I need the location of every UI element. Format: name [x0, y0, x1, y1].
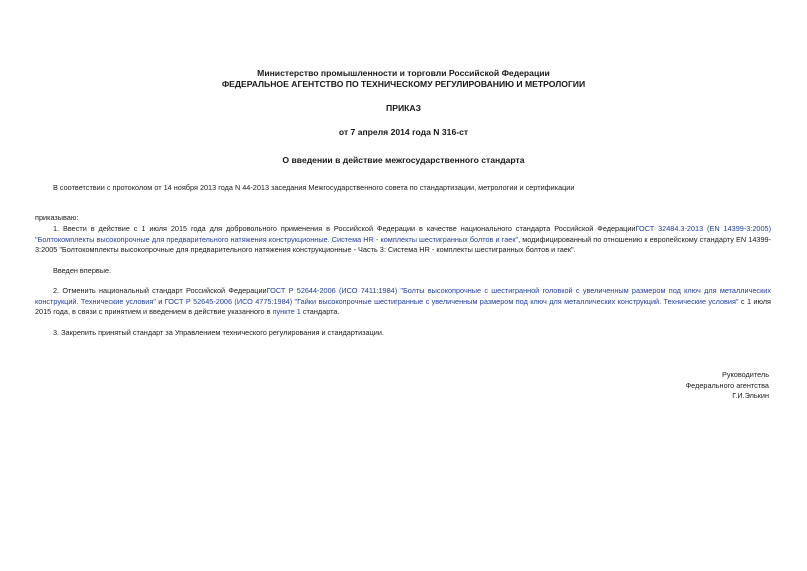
- item-2-paragraph: [35, 286, 771, 318]
- gost-r-52644-link[interactable]: ГОСТ Р 52644-2006 (ИСО 7411:1984) "Болты высокопрочные с шестигранной головкой с увеличенным размером под ключ для металлических конструкций. Технические условия": [35, 286, 771, 306]
- signature-position: Руководитель: [721, 370, 769, 379]
- item-2-text-after: с 1 июля 2015 года, в связи с принятием и введением в действие указанного в: [35, 296, 771, 317]
- gost-32484-link[interactable]: ГОСТ 32484.3-2013 (EN 14399-3:2005) "Болтокомплекты высокопрочные для предварительного натяжения конструкционные. Система HR - комплекты шестигранных болтов и гаек": [35, 224, 771, 244]
- item-3-paragraph: 3. Закрепить принятый стандарт за Управлением технического регулирования и стандартизации.: [53, 328, 384, 337]
- item-1-paragraph: [35, 224, 771, 256]
- item-2-text-middle: и: [155, 296, 165, 306]
- document-title: О введении в действие межгосударственного стандарта: [282, 155, 525, 165]
- signature-org: Федерального агентства: [685, 380, 769, 390]
- item-1-text: 1. Ввести в действие с 1 июля 2015 года для добровольного применения в Российской Федерации в качестве национального стандарта Российской Федерации: [53, 224, 636, 233]
- intro-first-note: Введен впервые.: [53, 266, 112, 275]
- item-1-text-after: , модифицированный по отношению к европейскому стандарту EN 14399-3:2005 "Болтокомплекты высокопрочные для предварительного натяжения конструкционные - Часть 3: Система HR - комплекты шестигранных болтов и гаек".: [35, 234, 772, 255]
- item-2-text: 2. Отменить национальный стандарт Российской Федерации: [53, 286, 267, 295]
- signature-block: [686, 370, 769, 402]
- signature-name: Г.И.Элькин: [732, 391, 769, 401]
- agency-name: ФЕДЕРАЛЬНОЕ АГЕНТСТВО ПО ТЕХНИЧЕСКОМУ РЕГУЛИРОВАНИЮ И МЕТРОЛОГИИ: [221, 79, 586, 89]
- protocol-paragraph: В соответствии с протоколом от 14 ноября 2013 года N 44-2013 заседания Межгосударственного совета по стандартизации, метрологии и сертификации: [53, 183, 575, 192]
- order-word: приказываю:: [35, 213, 79, 222]
- document-date-number: от 7 апреля 2014 года N 316-ст: [338, 127, 469, 137]
- gost-r-52645-link[interactable]: ГОСТ Р 52645-2006 (ИСО 4775:1984) "Гайки высокопрочные шестигранные с увеличенным размером под ключ для металлических конструкций. Технические условия": [164, 296, 739, 306]
- item-2-text-end: стандарта.: [300, 307, 340, 317]
- ministry-name: Министерство промышленности и торговли Российской Федерации: [257, 68, 550, 78]
- document-type: ПРИКАЗ: [386, 103, 421, 113]
- item-1-reference-link[interactable]: пункте 1: [272, 307, 301, 317]
